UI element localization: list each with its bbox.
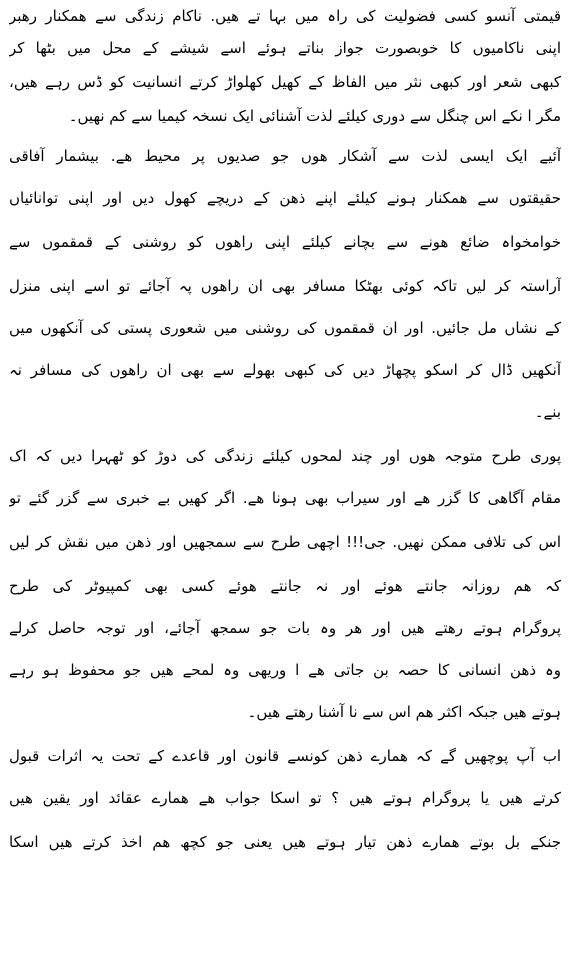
text-line: آئیے ایک ایسی لذت سے آشکار ھوں جو صدیوں پر محیط ھے. بیشمار آفاقی xyxy=(9,147,561,165)
text-line: اب آپ پوچھیں گے کہ ھمارے ذھن کونسے قانون اور قاعدے کے تحت یہ اثرات قبول xyxy=(9,747,561,765)
text-line: وہ ذھن انسانی کا حصہ بن جاتی ھے ا وریھی وہ لمحے ھیں جو محفوظ ہو رہے xyxy=(9,661,561,679)
text-line: حقیقتوں سے ھمکنار ہونے کیلئے اپنے ذھن کے دریچے کھول دیں اور اپنی توانائیاں xyxy=(9,189,561,207)
text-line: ہوتے ھیں جبکہ اکثر ھم اس سے نا آشنا رھتے ھیں۔ xyxy=(247,703,561,721)
text-line: آنکھیں ڈال کر اسکو پچھاڑ دیں کی کبھی بھولے سے بھی ان راھوں کی مسافر نہ xyxy=(9,361,561,379)
text-line: خوامخواہ ضائع ھونے سے بچانے کیلئے اپنی راھوں کو روشنی کے قمقموں سے xyxy=(9,233,561,251)
text-line: جنکے بل بوتے ھمارے ذھن تیار ہوتے ھیں یعنی جو کچھ ھم اخذ کرتے ھیں اسکا xyxy=(9,833,561,851)
text-line: مقام آگاھی کا گزر ھے اور سیراب بھی ہونا ھے. اگر کھیں بے خبری سے گزر گئے تو xyxy=(9,489,561,507)
text-line: بنے۔ xyxy=(534,403,561,421)
text-line: کبھی شعر اور کبھی نثر میں الفاظ کے کھیل کھلواڑ کرتے انسانیت کو ڈس رہے ھیں، xyxy=(9,73,561,91)
text-line: پوری طرح متوجہ ھوں اور چند لمحوں کیلئے زندگی کی دوڑ کو ٹھہرا دیں کہ اک xyxy=(9,447,561,465)
text-line: پروگرام ہوتے رھتے ھیں اور ھر وہ بات جو سمجھ آجائے، اور توجہ حاصل کرلے xyxy=(9,619,561,637)
text-line: کے نشاں مل جائیں. اور ان قمقموں کی روشنی میں شعوری پستی کی آنکھوں میں xyxy=(9,319,561,337)
text-line: کرتے ھیں یا پروگرام ہوتے ھیں ؟ تو اسکا جواب ھے ھمارے عقائد اور یقین ھیں xyxy=(9,789,561,807)
text-line: مگر ا نکے اس چنگل سے دوری کیلئے لذت آشنائی ایک نسخہ کیمیا سے کم نھیں۔ xyxy=(68,107,561,125)
text-line: اپنی ناکامیوں کا خوبصورت جواز بناتے ہوئے اسے شیشے کے محل میں بٹھا کر xyxy=(9,39,561,57)
text-line: قیمتی آنسو کسی فضولیت کی راہ میں بہا تے ھیں. ناکام زندگی سے ھمکنار رھبر xyxy=(9,7,561,25)
text-line: کہ ھم روزانہ جانتے ھوئے اور نہ جانتے ھوئے کسی بھی کمپیوٹر کی طرح xyxy=(9,577,561,595)
text-line: اس کی تلافی ممکن نھیں. جی!!! اچھی طرح سے سمجھیں اور ذھن میں نقش کر لیں xyxy=(9,533,561,551)
text-line: آراستہ کر لیں تاکہ کوئی بھٹکا مسافر بھی ان راھوں پہ آجائے تو اسے اپنی منزل xyxy=(9,277,561,295)
